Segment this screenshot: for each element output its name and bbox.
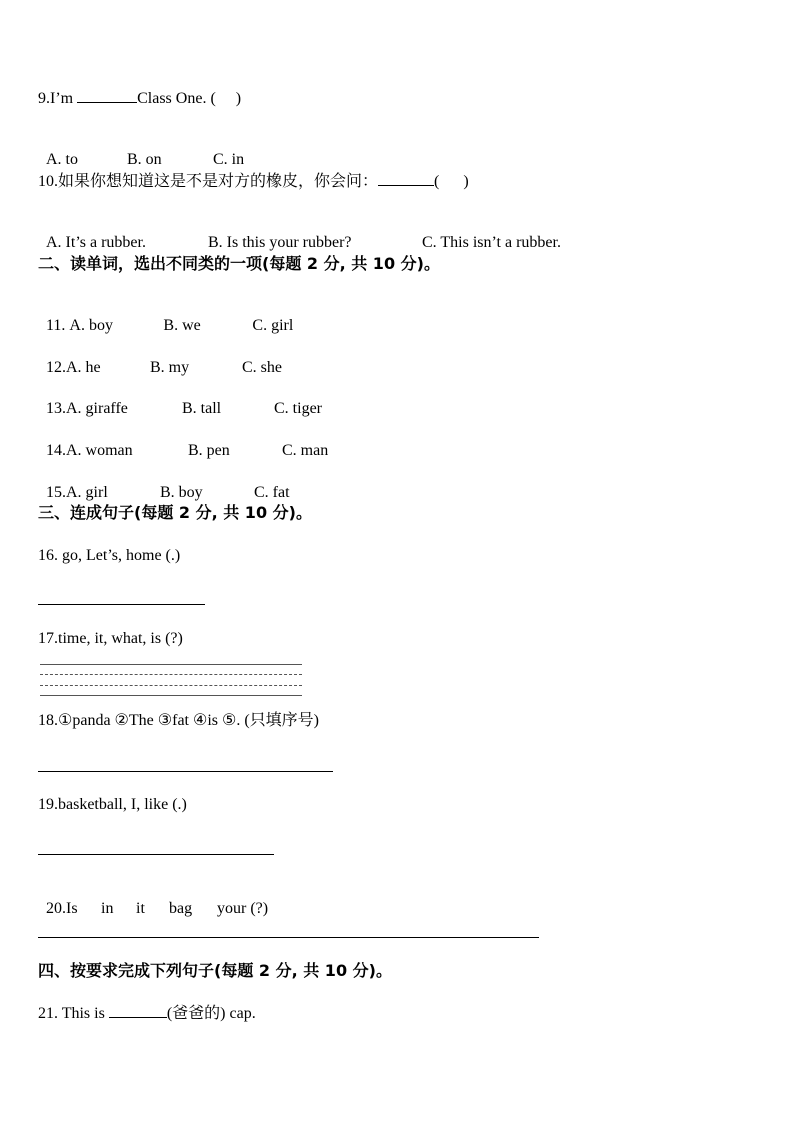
question-10-options bbox=[38, 213, 561, 253]
question-13: 13.A. giraffe B. tall C. tiger bbox=[46, 400, 322, 417]
option-b[interactable]: B. we bbox=[163, 317, 201, 334]
option-c[interactable]: C. man bbox=[282, 442, 329, 459]
answer-blank[interactable] bbox=[109, 1003, 167, 1018]
question-17: 17.time, it, what, is (?) bbox=[38, 630, 183, 647]
answer-blank[interactable] bbox=[378, 171, 434, 186]
section-4-heading: 四、按要求完成下列句子(每题 2 分, 共 10 分)。 bbox=[38, 961, 392, 980]
option-c[interactable]: C. she bbox=[242, 359, 282, 376]
question-20: 20.Is in it bag your (?) bbox=[46, 900, 269, 917]
answer-line[interactable] bbox=[38, 771, 333, 772]
question-9: 9.I’m Class One. ( ) bbox=[38, 90, 242, 107]
option-b[interactable]: B. boy bbox=[160, 484, 203, 501]
question-16: 16. go, Let’s, home (.) bbox=[38, 547, 181, 564]
question-10: 10.如果你想知道这是不是对方的橡皮，你会问： ( ) bbox=[38, 173, 469, 190]
option-b[interactable]: B. on bbox=[127, 151, 162, 168]
question-19: 19.basketball, I, like (.) bbox=[38, 796, 187, 813]
option-a[interactable]: A. boy bbox=[69, 317, 113, 334]
option-c[interactable]: C. in bbox=[213, 151, 245, 168]
answer-line[interactable] bbox=[38, 604, 205, 605]
option-c[interactable]: C. fat bbox=[254, 484, 290, 501]
answer-line[interactable] bbox=[38, 854, 274, 855]
question-18: 18.①panda ②The ③fat ④is ⑤. (只填序号) bbox=[38, 712, 320, 729]
option-a[interactable]: A. It’s a rubber. bbox=[46, 234, 146, 251]
option-a[interactable]: A. girl bbox=[66, 484, 108, 501]
answer-blank[interactable] bbox=[77, 88, 137, 103]
option-c[interactable]: C. tiger bbox=[274, 400, 322, 417]
option-b[interactable]: B. tall bbox=[182, 400, 222, 417]
section-3-heading: 三、连成句子(每题 2 分, 共 10 分)。 bbox=[38, 503, 312, 522]
question-14: 14.A. woman B. pen C. man bbox=[46, 442, 329, 459]
question-9-options bbox=[38, 130, 244, 170]
option-c[interactable]: C. girl bbox=[252, 317, 294, 334]
section-2-heading: 二、读单词，选出不同类的一项(每题 2 分, 共 10 分)。 bbox=[38, 254, 440, 273]
option-b[interactable]: B. Is this your rubber? bbox=[208, 234, 352, 251]
question-12: 12.A. he B. my C. she bbox=[46, 359, 282, 376]
question-15: 15.A. girl B. boy C. fat bbox=[46, 484, 290, 501]
option-c[interactable]: C. This isn’t a rubber. bbox=[422, 234, 561, 251]
option-a[interactable]: A. woman bbox=[66, 442, 133, 459]
four-line-writing-grid[interactable] bbox=[40, 664, 302, 696]
option-a[interactable]: A. to bbox=[46, 151, 78, 168]
option-a[interactable]: A. he bbox=[66, 359, 101, 376]
option-b[interactable]: B. my bbox=[150, 359, 190, 376]
question-11: 11. A. boy B. we C. girl bbox=[46, 317, 294, 334]
question-21: 21. This is (爸爸的) cap. bbox=[38, 1005, 256, 1022]
option-b[interactable]: B. pen bbox=[188, 442, 230, 459]
answer-line[interactable] bbox=[38, 937, 539, 938]
option-a[interactable]: A. giraffe bbox=[66, 400, 128, 417]
